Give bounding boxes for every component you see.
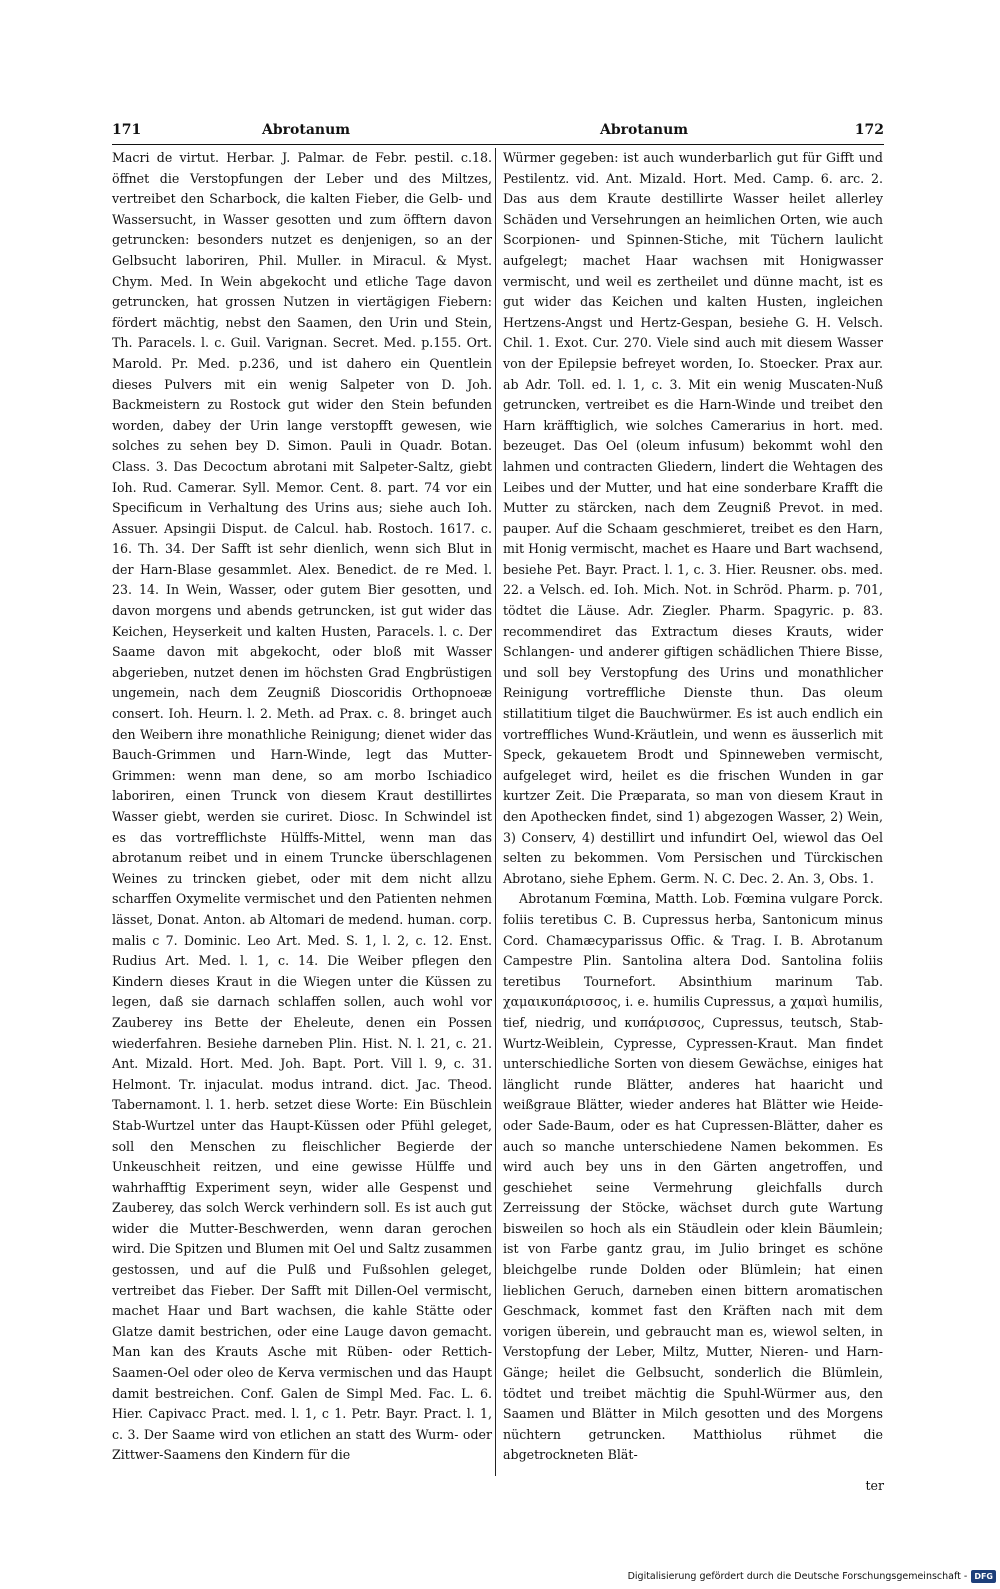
right-column xyxy=(503,148,883,1466)
catchword: ter xyxy=(865,1478,884,1493)
page-number-right: 172 xyxy=(854,122,884,138)
dfg-logo-icon: DFG xyxy=(971,1570,996,1583)
right-column-paragraph-1: Würmer gegeben: ist auch wunderbarlich gut für Gifft und Pestilentz. vid. Ant. Mizald. Hort. Med. Camp. 6. arc. 2. Das aus dem Kraute destillirte Wasser heilet allerley Schäden und Versehrungen an heimlichen Orten, wie auch Scorpionen- und Spinnen-Stiche, mit Tüchern laulicht aufgelegt; machet Haar wachsen mit Honigwasser vermischt, und weil es zertheilet und dünne macht, ist es gut wider das Keichen und kalten Husten, ingleichen Hertzens-Angst und Hertz-Gespan, besiehe G. H. Velsch. Chil. 1. Exot. Cur. 270. Viele sind auch mit diesem Wasser von der Epilepsie befreyet worden, Io. Stoecker. Prax aur. ab Adr. Toll. ed. l. 1, c. 3. Mit ein wenig Muscaten-Nuß getruncken, vertreibet es die Harn-Winde und treibet den Harn kräfftiglich, wie solches Camerarius in hort. med. bezeuget. Das Oel (oleum infusum) bekommt wohl den lahmen und contracten Gliedern, lindert die Wehtagen des Leibes und der Mutter, und hat eine sonderbare Krafft die Mutter zu stärcken, nach dem Zeugniß Prevot. in med. pauper. Auf die Schaam geschmieret, treibet es den Harn, mit Honig vermischt, machet es Haare und Bart wachsend, besiehe Pet. Bayr. Pract. l. 1, c. 3. Hier. Reusner. obs. med. 22. a Velsch. ed. Ioh. Mich. Not. in Schröd. Pharm. p. 701, tödtet die Läuse. Adr. Ziegler. Pharm. Spagyric. p. 83. recommendiret das Extractum dieses Krauts, wider Schlangen- und anderer giftigen schädlichen Thiere Bisse, und soll bey Verstopfung des Urins und monathlicher Reinigung vortreffliche Dienste thun. Das oleum stillatitium tilget die Bauchwürmer. Es ist auch endlich ein vortreffliches Wund-Kräutlein, und wenn es äusserlich mit Speck, gekauetem Brodt und Spinneweben vermischt, aufgeleget wird, heilet es die frischen Wunden in gar kurtzer Zeit. Die Præparata, so man von diesem Kraut in den Apothecken findet, sind 1) abgezogen Wasser, 2) Wein, 3) Conserv, 4) destillirt und infundirt Oel, wiewol das Oel selten zu bekommen. Vom Persischen und Türckischen Abrotano, siehe Ephem. Germ. N. C. Dec. 2. An. 3, Obs. 1. xyxy=(503,150,883,886)
page-header xyxy=(112,122,884,145)
right-column-paragraph-2: Abrotanum Fœmina, Matth. Lob. Fœmina vulgare Porck. foliis teretibus C. B. Cupressus herba, Santonicum minus Cord. Chamæcyparissus Offic. & Trag. I. B. Abrotanum Campestre Plin. Santolina altera Dod. Santolina foliis teretibus Tournefort. Absinthium marinum Tab. χαμαικυπάρισσος, i. e. humilis Cupressus, a χαμαὶ humilis, tief, niedrig, und κυπάρισσος, Cupressus, teutsch, Stab-Wurtz-Weiblein, Cypresse, Cypressen-Kraut. Man findet unterschiedliche Sorten von diesem Gewächse, einiges hat länglicht runde Blätter, anderes hat haaricht und weißgraue Blätter, wieder anderes hat Blätter wie Heide- oder Sade-Baum, oder es hat Cupressen-Blätter, daher es auch so manche unterschiedene Namen bekommen. Es wird auch bey uns in den Gärten angetroffen, und geschiehet seine Vermehrung gleichfalls durch Zerreissung der Stöcke, wächset durch gute Wartung bisweilen so hoch als ein Stäudlein oder klein Bäumlein; ist von Farbe gantz grau, im Julio bringet es schöne bleichgelbe runde Dolden oder Blümlein; hat einen lieblichen Geruch, darneben einen bittern aromatischen Geschmack, kommet fast den Kräften nach mit dem vorigen überein, und gebraucht man es, wiewol selten, in Verstopfung der Leber, Miltz, Mutter, Nieren- und Harn-Gänge; heilet die Gelbsucht, sonderlich die Blümlein, tödtet und treibet mächtig die Spuhl-Würmer aus, den Saamen und Blätter in Milch gesotten und des Morgens nüchtern getruncken. Matthiolus rühmet die abgetrockneten Blät- xyxy=(503,891,883,1463)
running-title-left: Abrotanum xyxy=(262,122,351,138)
column-divider xyxy=(495,148,496,1476)
running-title-right: Abrotanum xyxy=(600,122,689,138)
left-column-text: Macri de virtut. Herbar. J. Palmar. de Febr. pestil. c.18. öffnet die Verstopfungen der Leber und des Miltzes, vertreibet den Scharbock, die kalten Fieber, die Gelb- und Wassersucht, in Wasser gesotten und zum öfftern davon getruncken: besonders nutzet es denjenigen, so an der Gelbsucht laboriren, Phil. Muller. in Miracul. & Myst. Chym. Med. In Wein abgekocht und etliche Tage davon getruncken, hat grossen Nutzen in viertägigen Fiebern: fördert mächtig, nebst den Saamen, den Urin und Stein, Th. Paracels. l. c. Guil. Varignan. Secret. Med. p.155. Ort. Marold. Pr. Med. p.236, und ist dahero ein Quentlein dieses Pulvers mit ein wenig Salpeter von D. Joh. Backmeistern zu Rostock gut wider den Stein befunden worden, dabey der Urin lange verstopfft gewesen, wie solches zu sehen bey D. Simon. Pauli in Quadr. Botan. Class. 3. Das Decoctum abrotani mit Salpeter-Saltz, giebt Ioh. Rud. Camerar. Syll. Memor. Cent. 8. part. 74 vor ein Specificum in Verhaltung des Urins aus; siehe auch Ioh. Assuer. Apsingii Disput. de Calcul. hab. Rostoch. 1617. c. 16. Th. 34. Der Safft ist sehr dienlich, wenn sich Blut in der Harn-Blase gesammlet. Alex. Benedict. de re Med. l. 23. 14. In Wein, Wasser, oder gutem Bier gesotten, und davon morgens und abends getruncken, ist gut wider das Keichen, Heyserkeit und kalten Husten, Paracels. l. c. Der Saame davon mit abgekocht, oder bloß mit Wasser abgerieben, nutzet denen im höchsten Grad Engbrüstigen ungemein, nach dem Zeugniß Dioscoridis Orthopnoeæ consert. Ioh. Heurn. l. 2. Meth. ad Prax. c. 8. bringet auch den Weibern ihre monathliche Reinigung; dienet wider das Bauch-Grimmen und Harn-Winde, legt das Mutter-Grimmen: wenn man dene, so am morbo Ischiadico laboriren, einen Trunck von diesem Kraut destillirtes Wasser giebt, werden sie curiret. Diosc. In Schwindel ist es das vortrefflichste Hülffs-Mittel, wenn man das abrotanum reibet und in einem Truncke überschlagenen Weines zu trincken giebet, oder mit dem nicht allzu scharffen Oxymelite vermischet und den Patienten nehmen lässet, Donat. Anton. ab Altomari de medend. human. corp. malis c 7. Dominic. Leo Art. Med. S. 1, l. 2, c. 12. Enst. Rudius Art. Med. l. 1, c. 14. Die Weiber pflegen den Kindern dieses Kraut in die Wiegen unter die Küssen zu legen, daß sie darnach schlaffen sollen, auch wohl vor Zauberey ins Bette der Eheleute, denen ein Possen wiederfahren. Besiehe darneben Plin. Hist. N. l. 21, c. 21. Ant. Mizald. Hort. Med. Joh. Bapt. Port. Vill l. 9, c. 31. Helmont. Tr. injaculat. modus intrand. dict. Jac. Theod. Tabernamont. l. 1. herb. setzet diese Worte: Ein Büschlein Stab-Wurtzel unter das Haupt-Küssen oder Pfühl geleget, soll den Menschen zu fleischlicher Begierde der Unkeuschheit reitzen, und eine gewisse Hülffe und wahrhafftig Experiment seyn, wider alle Gespenst und Zauberey, das solch Werck verhindern soll. Es ist auch gut wider die Mutter-Beschwerden, wenn daran gerochen wird. Die Spitzen und Blumen mit Oel und Saltz zusammen gestossen, und auf die Pulß und Fußsohlen geleget, vertreibet das Fieber. Der Safft mit Dillen-Oel vermischt, machet Haar und Bart wachsen, die kahle Stätte oder Glatze damit bestrichen, oder eine Lauge davon gemacht. Man kan des Krauts Asche mit Rüben- oder Rettich-Saamen-Oel oder oleo de Kerva vermischen und das Haupt damit bestreichen. Conf. Galen de Simpl Med. Fac. L. 6. Hier. Capivacc Pract. med. l. 1, c 1. Petr. Bayr. Pract. l. 1, c. 3. Der Saame wird von etlichen an statt des Wurm- oder Zittwer-Saamens den Kindern für die xyxy=(112,150,492,1463)
digitization-footer xyxy=(628,1570,996,1583)
footer-text: Digitalisierung gefördert durch die Deutsche Forschungsgemeinschaft - xyxy=(627,1571,968,1582)
page-number-left: 171 xyxy=(112,122,142,138)
left-column xyxy=(112,148,492,1466)
